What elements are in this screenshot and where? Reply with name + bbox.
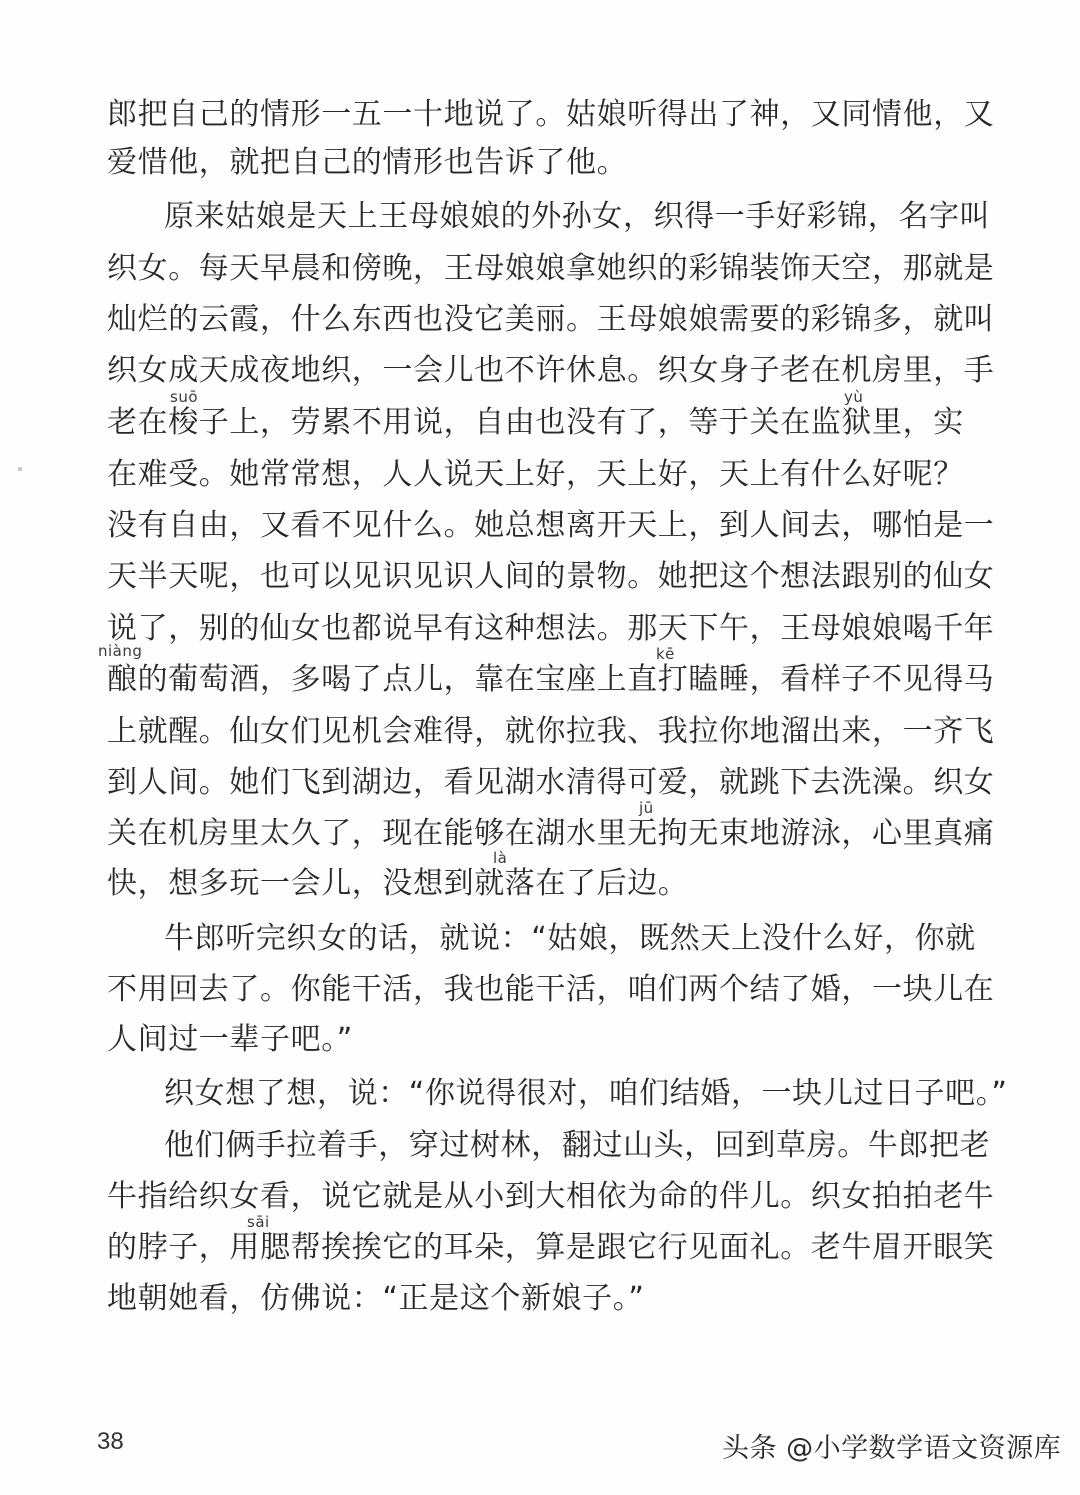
pinyin-annotation: sāi: [247, 1213, 270, 1231]
watermark: 头条 @小学数学语文资源库: [722, 1433, 1062, 1464]
text-line: 织女成天成夜地织，一会儿也不许休息。织女身子老在机房里，手: [107, 353, 995, 388]
text-line: 快，想多玩一会儿，没想到就落在了后边。: [107, 866, 689, 901]
text-line: 郎把自己的情形一五一十地说了。姑娘听得出了神，又同情他，又: [107, 97, 995, 132]
text-line: 织女。每天早晨和傍晚，王母娘娘拿她织的彩锦装饰天空，那就是: [107, 251, 995, 286]
text-line: 灿烂的云霞，什么东西也没它美丽。王母娘娘需要的彩锦多，就叫: [107, 302, 995, 337]
text-line: 没有自由，又看不见什么。她总想离开天上，到人间去，哪怕是一: [107, 508, 995, 543]
text-line: 在难受。她常常想，人人说天上好，天上好，天上有什么好呢？: [107, 457, 964, 492]
pinyin-annotation: kē: [656, 645, 675, 663]
paragraph-start-line: 牛郎听完织女的话，就说：“姑娘，既然天上没什么好，你就: [164, 921, 976, 956]
text-line: 地朝她看，仿佛说：“正是这个新娘子。”: [107, 1281, 645, 1316]
paragraph-start-line: 织女想了想，说：“你说得很对，咱们结婚，一块儿过日子吧。”: [164, 1076, 1008, 1111]
text-line: 上就醒。仙女们见机会难得，就你拉我、我拉你地溜出来，一齐飞: [107, 714, 995, 749]
text-line: 人间过一辈子吧。”: [107, 1022, 353, 1057]
scan-speck: [18, 467, 22, 471]
text-line: 牛指给织女看，说它就是从小到大相依为命的伴儿。织女拍拍老牛: [107, 1179, 995, 1214]
text-line: 到人间。她们飞到湖边，看见湖水清得可爱，就跳下去洗澡。织女: [107, 765, 995, 800]
pinyin-annotation: jū: [639, 799, 654, 817]
text-line: 老在梭子上，劳累不用说，自由也没有了，等于关在监狱里，实: [107, 405, 964, 440]
pinyin-annotation: yù: [844, 388, 864, 406]
text-line: 不用回去了。你能干活，我也能干活，咱们两个结了婚，一块儿在: [107, 972, 995, 1007]
text-line: 天半天呢，也可以见识见识人间的景物。她把这个想法跟别的仙女: [107, 559, 995, 594]
text-line: 的脖子，用腮帮挨挨它的耳朵，算是跟它行见面礼。老牛眉开眼笑: [107, 1230, 995, 1265]
pinyin-annotation: suō: [170, 388, 198, 406]
pinyin-annotation: niàng: [98, 642, 143, 660]
pinyin-annotation: là: [493, 849, 508, 867]
page-number: 38: [97, 1428, 124, 1455]
text-line: 说了，别的仙女也都说早有这种想法。那天下午，王母娘娘喝千年: [107, 611, 995, 646]
text-line: 酿的葡萄酒，多喝了点儿，靠在宝座上直打瞌睡，看样子不见得马: [107, 662, 995, 697]
paragraph-start-line: 他们俩手拉着手，穿过树林，翻过山头，回到草房。牛郎把老: [164, 1128, 991, 1163]
paragraph-start-line: 原来姑娘是天上王母娘娘的外孙女，织得一手好彩锦，名字叫: [164, 199, 991, 234]
text-line: 爱惜他，就把自己的情形也告诉了他。: [107, 145, 628, 180]
text-line: 关在机房里太久了，现在能够在湖水里无拘无束地游泳，心里真痛: [107, 816, 995, 851]
